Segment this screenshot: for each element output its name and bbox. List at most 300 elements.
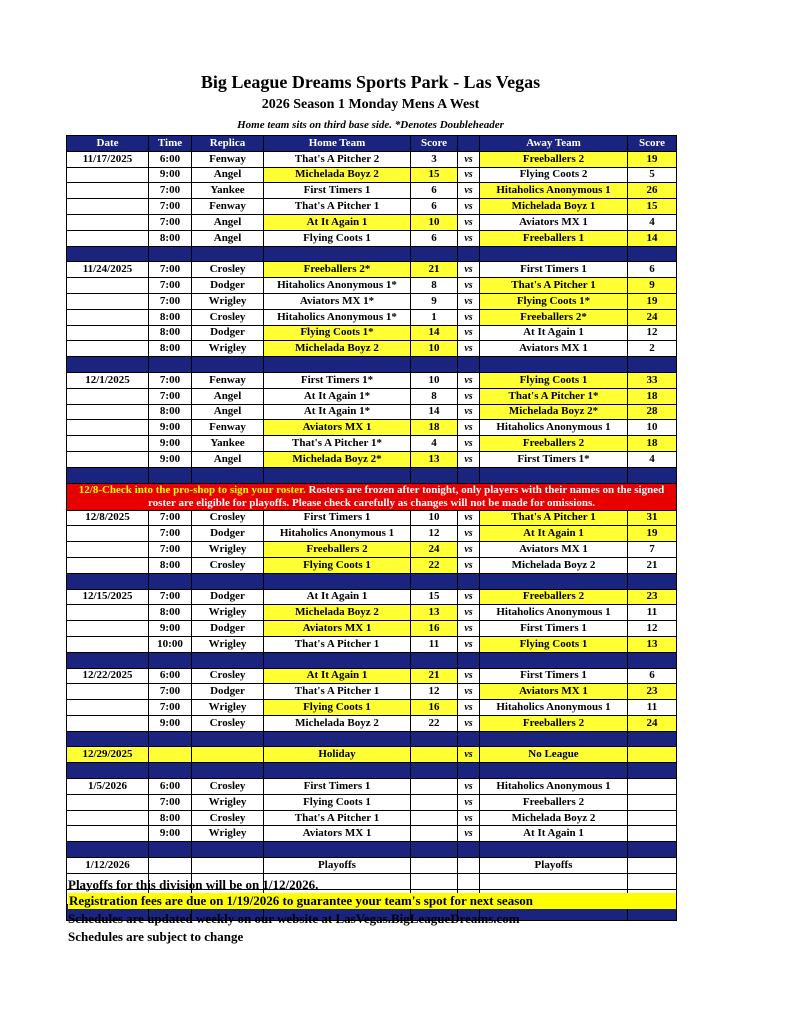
replica-cell: Angel — [192, 388, 264, 404]
away-score-cell: 24 — [628, 309, 677, 325]
time-cell: 8:00 — [149, 557, 192, 573]
away-score-cell: 19 — [628, 293, 677, 309]
game-row — [67, 526, 677, 542]
separator-cell — [192, 357, 264, 373]
replica-cell: Crosley — [192, 715, 264, 731]
separator-cell — [628, 763, 677, 779]
away-score-cell: 2 — [628, 341, 677, 357]
time-cell: 7:00 — [149, 262, 192, 278]
separator-cell — [480, 731, 628, 747]
date-cell: 1/12/2026 — [67, 858, 149, 874]
time-cell: 7:00 — [149, 700, 192, 716]
home-score-cell: 15 — [411, 589, 458, 605]
separator-cell — [458, 763, 480, 779]
separator-cell — [192, 246, 264, 262]
separator-cell — [192, 573, 264, 589]
home-team-cell: Hitaholics Anonymous 1 — [264, 526, 411, 542]
game-row — [67, 262, 677, 278]
separator-cell — [480, 246, 628, 262]
date-cell — [67, 293, 149, 309]
game-row — [67, 199, 677, 215]
away-score-cell: 21 — [628, 557, 677, 573]
replica-cell: Crosley — [192, 779, 264, 795]
playoffs-row — [67, 858, 677, 874]
away-score-cell: 5 — [628, 167, 677, 183]
replica-cell: Dodger — [192, 278, 264, 294]
separator-cell — [264, 357, 411, 373]
schedule-body — [67, 151, 677, 920]
home-score-cell: 1 — [411, 309, 458, 325]
vs-cell: vs — [458, 325, 480, 341]
home-score-cell: 13 — [411, 451, 458, 467]
away-team-cell: Michelada Boyz 1 — [480, 199, 628, 215]
replica-cell: Fenway — [192, 372, 264, 388]
col-replica: Replica — [192, 136, 264, 152]
away-score-cell: 14 — [628, 230, 677, 246]
home-score-cell: 18 — [411, 420, 458, 436]
time-cell: 7:00 — [149, 293, 192, 309]
game-row — [67, 278, 677, 294]
replica-cell: Dodger — [192, 621, 264, 637]
replica-cell: Crosley — [192, 309, 264, 325]
separator-cell — [264, 467, 411, 483]
home-score-cell — [411, 826, 458, 842]
date-cell — [67, 636, 149, 652]
game-row — [67, 589, 677, 605]
date-cell: 12/1/2025 — [67, 372, 149, 388]
home-team-cell: Michelada Boyz 2* — [264, 451, 411, 467]
away-score-cell — [628, 747, 677, 763]
away-team-cell: Freeballers 2* — [480, 309, 628, 325]
vs-cell: vs — [458, 262, 480, 278]
time-cell: 6:00 — [149, 151, 192, 167]
away-team-cell: Michelada Boyz 2 — [480, 810, 628, 826]
vs-cell: vs — [458, 293, 480, 309]
home-score-cell: 8 — [411, 388, 458, 404]
game-row — [67, 404, 677, 420]
vs-cell: vs — [458, 451, 480, 467]
separator-cell — [149, 652, 192, 668]
separator-cell — [264, 763, 411, 779]
page-subtitle: 2026 Season 1 Monday Mens A West — [261, 97, 480, 112]
separator-cell — [628, 467, 677, 483]
home-team-cell: At It Again 1 — [264, 668, 411, 684]
week-separator — [67, 246, 677, 262]
date-cell: 12/15/2025 — [67, 589, 149, 605]
home-score-cell: 10 — [411, 214, 458, 230]
separator-cell — [192, 652, 264, 668]
replica-cell: Dodger — [192, 684, 264, 700]
time-cell: 8:00 — [149, 810, 192, 826]
game-row — [67, 794, 677, 810]
vs-cell: vs — [458, 526, 480, 542]
game-row — [67, 451, 677, 467]
away-score-cell — [628, 779, 677, 795]
time-cell: 7:00 — [149, 183, 192, 199]
home-team-cell: Flying Coots 1 — [264, 794, 411, 810]
time-cell: 8:00 — [149, 325, 192, 341]
time-cell: 7:00 — [149, 589, 192, 605]
home-team-cell: Michelada Boyz 2 — [264, 605, 411, 621]
week-separator — [67, 763, 677, 779]
week-separator — [67, 652, 677, 668]
replica-cell: Dodger — [192, 589, 264, 605]
separator-cell — [149, 573, 192, 589]
separator-cell — [458, 357, 480, 373]
home-team-cell: At It Again 1 — [264, 589, 411, 605]
replica-cell: Crosley — [192, 668, 264, 684]
separator-cell — [411, 357, 458, 373]
home-team-cell: Aviators MX 1 — [264, 826, 411, 842]
separator-cell — [192, 467, 264, 483]
vs-cell: vs — [458, 199, 480, 215]
vs-cell: vs — [458, 794, 480, 810]
time-cell — [149, 858, 192, 874]
separator-cell — [411, 652, 458, 668]
home-score-cell: 12 — [411, 526, 458, 542]
game-row — [67, 325, 677, 341]
date-cell — [67, 167, 149, 183]
time-cell: 8:00 — [149, 341, 192, 357]
vs-cell: vs — [458, 510, 480, 526]
replica-cell: Wrigley — [192, 794, 264, 810]
roster-notice-row — [67, 483, 677, 510]
replica-cell: Crosley — [192, 810, 264, 826]
away-team-cell: Flying Coots 1 — [480, 636, 628, 652]
separator-cell — [67, 467, 149, 483]
home-score-cell — [411, 858, 458, 874]
home-team-cell: Flying Coots 1 — [264, 700, 411, 716]
away-score-cell: 10 — [628, 420, 677, 436]
date-cell — [67, 621, 149, 637]
home-score-cell: 16 — [411, 621, 458, 637]
col-date: Date — [67, 136, 149, 152]
separator-cell — [264, 652, 411, 668]
vs-cell: vs — [458, 715, 480, 731]
separator-cell — [458, 246, 480, 262]
replica-cell: Dodger — [192, 526, 264, 542]
week-separator — [67, 467, 677, 483]
time-cell: 9:00 — [149, 167, 192, 183]
game-row — [67, 372, 677, 388]
home-score-cell: 14 — [411, 325, 458, 341]
vs-cell — [458, 858, 480, 874]
replica-cell: Wrigley — [192, 542, 264, 558]
home-team-cell: First Timers 1 — [264, 183, 411, 199]
date-cell — [67, 605, 149, 621]
vs-cell: vs — [458, 810, 480, 826]
away-score-cell: 24 — [628, 715, 677, 731]
home-team-cell: Michelada Boyz 2 — [264, 341, 411, 357]
game-row — [67, 214, 677, 230]
home-team-cell: Hitaholics Anonymous 1* — [264, 309, 411, 325]
home-score-cell — [411, 779, 458, 795]
date-cell: 12/29/2025 — [67, 747, 149, 763]
time-cell: 8:00 — [149, 230, 192, 246]
date-cell — [67, 451, 149, 467]
game-row — [67, 167, 677, 183]
footer-website: Schedules are updated weekly on our website at LasVegas.BigLeagueDreams.com — [68, 911, 520, 926]
home-team-cell: That's A Pitcher 2 — [264, 151, 411, 167]
home-team-cell: That's A Pitcher 1 — [264, 199, 411, 215]
home-team-cell: At It Again 1* — [264, 404, 411, 420]
col-away-score: Score — [628, 136, 677, 152]
replica-cell: Angel — [192, 167, 264, 183]
date-cell — [67, 700, 149, 716]
game-row — [67, 293, 677, 309]
separator-cell — [628, 357, 677, 373]
home-score-cell: 22 — [411, 557, 458, 573]
header-row — [67, 136, 677, 152]
time-cell: 6:00 — [149, 668, 192, 684]
home-team-cell: Aviators MX 1 — [264, 420, 411, 436]
time-cell: 7:00 — [149, 372, 192, 388]
separator-cell — [458, 842, 480, 858]
away-score-cell: 6 — [628, 262, 677, 278]
home-score-cell: 4 — [411, 436, 458, 452]
time-cell: 9:00 — [149, 420, 192, 436]
home-score-cell: 8 — [411, 278, 458, 294]
game-row — [67, 388, 677, 404]
home-team-cell: Michelada Boyz 2 — [264, 715, 411, 731]
replica-cell — [192, 747, 264, 763]
home-team-cell: Aviators MX 1* — [264, 293, 411, 309]
date-cell — [67, 557, 149, 573]
game-row — [67, 779, 677, 795]
home-team-cell: Holiday — [264, 747, 411, 763]
home-score-cell — [411, 747, 458, 763]
away-team-cell: Hitaholics Anonymous 1 — [480, 183, 628, 199]
away-score-cell: 15 — [628, 199, 677, 215]
game-row — [67, 605, 677, 621]
away-team-cell: First Timers 1* — [480, 451, 628, 467]
away-score-cell: 6 — [628, 668, 677, 684]
home-team-cell: At It Again 1 — [264, 214, 411, 230]
game-row — [67, 700, 677, 716]
game-row — [67, 309, 677, 325]
footer-registration: Registration fees are due on 1/19/2026 to guarantee your team's spot for next season — [68, 893, 676, 909]
time-cell: 6:00 — [149, 779, 192, 795]
page-title: Big League Dreams Sports Park - Las Vegas — [200, 72, 541, 92]
home-team-cell: That's A Pitcher 1* — [264, 436, 411, 452]
vs-cell: vs — [458, 779, 480, 795]
separator-cell — [149, 763, 192, 779]
separator-cell — [264, 573, 411, 589]
away-team-cell: At It Again 1 — [480, 826, 628, 842]
date-cell — [67, 214, 149, 230]
vs-cell: vs — [458, 589, 480, 605]
holiday-row — [67, 747, 677, 763]
home-score-cell: 6 — [411, 183, 458, 199]
separator-cell — [480, 573, 628, 589]
home-team-cell: Playoffs — [264, 858, 411, 874]
time-cell: 7:00 — [149, 510, 192, 526]
separator-cell — [628, 731, 677, 747]
away-score-cell — [628, 826, 677, 842]
away-team-cell: Aviators MX 1 — [480, 214, 628, 230]
separator-cell — [411, 842, 458, 858]
away-team-cell: Flying Coots 2 — [480, 167, 628, 183]
home-score-cell: 9 — [411, 293, 458, 309]
week-separator — [67, 842, 677, 858]
home-score-cell: 6 — [411, 230, 458, 246]
away-team-cell: Freeballers 2 — [480, 589, 628, 605]
footer-playoffs: Playoffs for this division will be on 1/12/2026. — [68, 877, 319, 892]
away-score-cell: 31 — [628, 510, 677, 526]
away-team-cell: Aviators MX 1 — [480, 542, 628, 558]
home-score-cell: 22 — [411, 715, 458, 731]
away-score-cell: 12 — [628, 621, 677, 637]
date-cell — [67, 183, 149, 199]
home-score-cell: 13 — [411, 605, 458, 621]
game-row — [67, 420, 677, 436]
replica-cell: Angel — [192, 404, 264, 420]
date-cell — [67, 526, 149, 542]
away-team-cell: Freeballers 1 — [480, 230, 628, 246]
home-team-cell: First Timers 1* — [264, 372, 411, 388]
vs-cell: vs — [458, 636, 480, 652]
replica-cell: Wrigley — [192, 826, 264, 842]
time-cell: 7:00 — [149, 278, 192, 294]
roster-notice — [67, 483, 677, 510]
away-team-cell: First Timers 1 — [480, 621, 628, 637]
vs-cell: vs — [458, 605, 480, 621]
separator-cell — [192, 731, 264, 747]
time-cell: 7:00 — [149, 388, 192, 404]
replica-cell: Yankee — [192, 183, 264, 199]
away-team-cell: Hitaholics Anonymous 1 — [480, 779, 628, 795]
separator-cell — [67, 246, 149, 262]
date-cell: 1/5/2026 — [67, 779, 149, 795]
time-cell: 7:00 — [149, 542, 192, 558]
away-score-cell: 4 — [628, 451, 677, 467]
time-cell: 8:00 — [149, 605, 192, 621]
date-cell — [67, 810, 149, 826]
away-score-cell: 9 — [628, 278, 677, 294]
replica-cell: Fenway — [192, 199, 264, 215]
home-score-cell — [411, 810, 458, 826]
time-cell: 8:00 — [149, 404, 192, 420]
date-cell — [67, 278, 149, 294]
home-score-cell: 21 — [411, 262, 458, 278]
away-team-cell: That's A Pitcher 1* — [480, 388, 628, 404]
home-team-cell: Hitaholics Anonymous 1* — [264, 278, 411, 294]
replica-cell: Yankee — [192, 436, 264, 452]
replica-cell: Wrigley — [192, 293, 264, 309]
away-score-cell: 18 — [628, 436, 677, 452]
col-vs — [458, 136, 480, 152]
separator-cell — [480, 763, 628, 779]
date-cell: 11/24/2025 — [67, 262, 149, 278]
home-score-cell: 6 — [411, 199, 458, 215]
replica-cell: Crosley — [192, 510, 264, 526]
separator-cell — [264, 842, 411, 858]
separator-cell — [458, 652, 480, 668]
away-score-cell: 26 — [628, 183, 677, 199]
home-score-cell: 15 — [411, 167, 458, 183]
away-team-cell: Hitaholics Anonymous 1 — [480, 420, 628, 436]
home-team-cell: Flying Coots 1* — [264, 325, 411, 341]
home-score-cell: 16 — [411, 700, 458, 716]
replica-cell: Crosley — [192, 262, 264, 278]
vs-cell: vs — [458, 341, 480, 357]
home-score-cell: 11 — [411, 636, 458, 652]
game-row — [67, 810, 677, 826]
empty-cell — [480, 873, 628, 889]
separator-cell — [67, 652, 149, 668]
home-score-cell: 14 — [411, 404, 458, 420]
vs-cell: vs — [458, 404, 480, 420]
vs-cell: vs — [458, 826, 480, 842]
vs-cell: vs — [458, 542, 480, 558]
replica-cell: Wrigley — [192, 700, 264, 716]
home-team-cell: Freeballers 2 — [264, 542, 411, 558]
away-team-cell: At It Again 1 — [480, 325, 628, 341]
separator-cell — [67, 357, 149, 373]
date-cell — [67, 341, 149, 357]
empty-cell — [628, 873, 677, 889]
time-cell: 7:00 — [149, 526, 192, 542]
away-team-cell: Flying Coots 1* — [480, 293, 628, 309]
game-row — [67, 436, 677, 452]
replica-cell: Fenway — [192, 420, 264, 436]
game-row — [67, 510, 677, 526]
away-team-cell: Freeballers 2 — [480, 715, 628, 731]
vs-cell: vs — [458, 700, 480, 716]
separator-cell — [149, 467, 192, 483]
away-score-cell: 12 — [628, 325, 677, 341]
separator-cell — [192, 763, 264, 779]
away-team-cell: First Timers 1 — [480, 668, 628, 684]
empty-cell — [411, 873, 458, 889]
away-score-cell: 23 — [628, 589, 677, 605]
schedule-note: Home team sits on third base side. *Denotes Doubleheader — [237, 119, 504, 131]
away-score-cell: 11 — [628, 605, 677, 621]
vs-cell: vs — [458, 230, 480, 246]
home-score-cell: 24 — [411, 542, 458, 558]
vs-cell: vs — [458, 420, 480, 436]
away-score-cell — [628, 810, 677, 826]
separator-cell — [458, 573, 480, 589]
date-cell — [67, 420, 149, 436]
date-cell — [67, 794, 149, 810]
separator-cell — [192, 842, 264, 858]
vs-cell: vs — [458, 557, 480, 573]
game-row — [67, 684, 677, 700]
replica-cell: Crosley — [192, 557, 264, 573]
separator-cell — [67, 763, 149, 779]
away-team-cell: First Timers 1 — [480, 262, 628, 278]
separator-cell — [67, 731, 149, 747]
home-score-cell: 10 — [411, 341, 458, 357]
separator-cell — [628, 652, 677, 668]
separator-cell — [67, 573, 149, 589]
away-score-cell: 19 — [628, 151, 677, 167]
away-team-cell: Playoffs — [480, 858, 628, 874]
date-cell — [67, 715, 149, 731]
date-cell — [67, 230, 149, 246]
separator-cell — [628, 842, 677, 858]
date-cell — [67, 325, 149, 341]
separator-cell — [480, 357, 628, 373]
roster-notice-highlight: 12/8-Check into the pro-shop to sign your roster. — [78, 483, 306, 496]
time-cell: 9:00 — [149, 451, 192, 467]
separator-cell — [264, 731, 411, 747]
separator-cell — [411, 573, 458, 589]
away-score-cell: 13 — [628, 636, 677, 652]
replica-cell: Angel — [192, 230, 264, 246]
replica-cell: Fenway — [192, 151, 264, 167]
